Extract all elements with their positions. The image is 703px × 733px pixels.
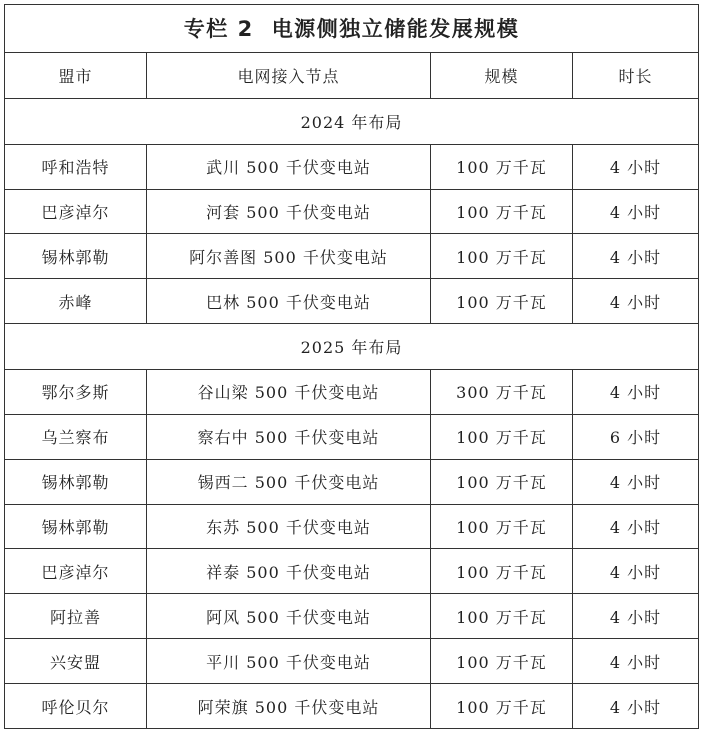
cell-node: 察右中 500 千伏变电站 [147,414,431,459]
cell-city: 巴彦淖尔 [5,549,147,594]
cell-node: 平川 500 千伏变电站 [147,639,431,684]
cell-scale: 100 万千瓦 [431,144,573,189]
cell-scale: 100 万千瓦 [431,549,573,594]
cell-scale: 300 万千瓦 [431,369,573,414]
table-row [5,594,699,639]
cell-duration: 4 小时 [573,369,699,414]
cell-scale: 100 万千瓦 [431,594,573,639]
table-title-row [5,5,699,53]
section-label: 2025 年布局 [5,324,699,370]
cell-duration: 4 小时 [573,234,699,279]
cell-scale: 100 万千瓦 [431,459,573,504]
cell-node: 东苏 500 千伏变电站 [147,504,431,549]
table-row [5,414,699,459]
cell-scale: 100 万千瓦 [431,234,573,279]
cell-node: 阿荣旗 500 千伏变电站 [147,684,431,729]
cell-city: 鄂尔多斯 [5,369,147,414]
header-city: 盟市 [5,52,147,98]
cell-duration: 4 小时 [573,639,699,684]
table-row [5,504,699,549]
table-row [5,369,699,414]
cell-city: 乌兰察布 [5,414,147,459]
cell-duration: 4 小时 [573,504,699,549]
cell-duration: 4 小时 [573,549,699,594]
cell-city: 巴彦淖尔 [5,189,147,234]
cell-node: 武川 500 千伏变电站 [147,144,431,189]
cell-city: 锡林郭勒 [5,234,147,279]
cell-duration: 6 小时 [573,414,699,459]
table-title-main: 电源侧独立储能发展规模 [271,17,520,42]
table-row [5,549,699,594]
section-label: 2024 年布局 [5,98,699,144]
table-row [5,459,699,504]
cell-duration: 4 小时 [573,144,699,189]
cell-duration: 4 小时 [573,459,699,504]
cell-city: 兴安盟 [5,639,147,684]
cell-node: 锡西二 500 千伏变电站 [147,459,431,504]
cell-node: 阿尔善图 500 千伏变电站 [147,234,431,279]
section-row-2024 [5,98,699,144]
cell-node: 祥泰 500 千伏变电站 [147,549,431,594]
cell-duration: 4 小时 [573,279,699,324]
cell-scale: 100 万千瓦 [431,414,573,459]
energy-storage-table [4,4,699,729]
table-title-prefix: 专栏 2 [183,17,254,42]
cell-node: 河套 500 千伏变电站 [147,189,431,234]
table-row [5,234,699,279]
table-header-row [5,52,699,98]
cell-scale: 100 万千瓦 [431,504,573,549]
cell-scale: 100 万千瓦 [431,684,573,729]
table-row [5,279,699,324]
table-row [5,684,699,729]
table-row [5,144,699,189]
cell-scale: 100 万千瓦 [431,639,573,684]
cell-node: 巴林 500 千伏变电站 [147,279,431,324]
cell-duration: 4 小时 [573,594,699,639]
cell-duration: 4 小时 [573,189,699,234]
table-row [5,189,699,234]
cell-node: 阿风 500 千伏变电站 [147,594,431,639]
header-duration: 时长 [573,52,699,98]
cell-scale: 100 万千瓦 [431,189,573,234]
cell-city: 阿拉善 [5,594,147,639]
cell-city: 呼和浩特 [5,144,147,189]
cell-city: 赤峰 [5,279,147,324]
cell-city: 锡林郭勒 [5,504,147,549]
header-scale: 规模 [431,52,573,98]
cell-scale: 100 万千瓦 [431,279,573,324]
table-title [5,5,699,53]
cell-node: 谷山梁 500 千伏变电站 [147,369,431,414]
section-row-2025 [5,324,699,370]
cell-duration: 4 小时 [573,684,699,729]
cell-city: 呼伦贝尔 [5,684,147,729]
header-node: 电网接入节点 [147,52,431,98]
table-row [5,639,699,684]
cell-city: 锡林郭勒 [5,459,147,504]
